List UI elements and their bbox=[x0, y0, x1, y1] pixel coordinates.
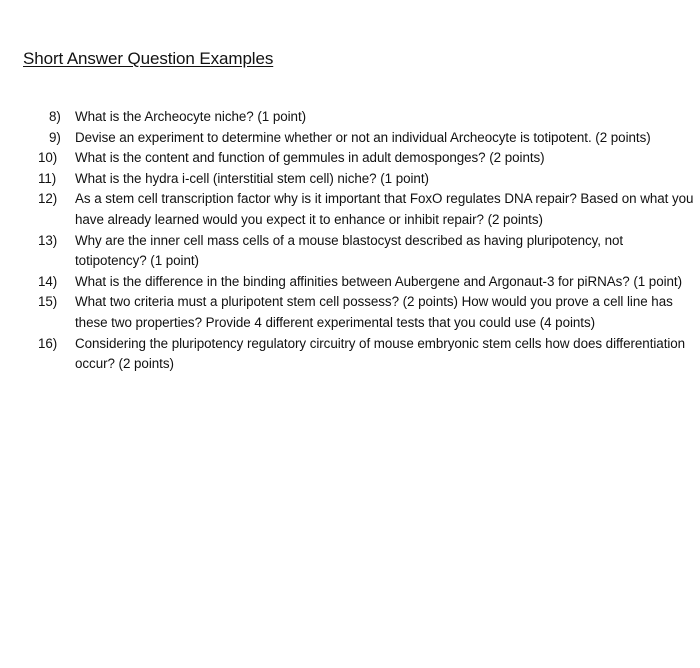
page-title: Short Answer Question Examples bbox=[23, 49, 274, 68]
question-list bbox=[38, 107, 696, 375]
question-text: Why are the inner cell mass cells of a mouse blastocyst described as having pluripotency, not totipotency? (1 point) bbox=[75, 232, 624, 269]
question-item bbox=[38, 169, 696, 190]
question-number: 12) bbox=[38, 191, 58, 207]
question-number: 8) bbox=[49, 109, 61, 124]
question-item bbox=[38, 334, 696, 375]
question-item bbox=[38, 148, 696, 169]
question-item bbox=[38, 272, 696, 293]
question-number: 10) bbox=[38, 150, 58, 166]
question-text: Devise an experiment to determine whether or not an individual Archeocyte is totipotent. (2 points) bbox=[75, 129, 651, 145]
question-text: What is the difference in the binding affinities between Aubergene and Argonaut-3 for piRNAs? (1 point) bbox=[75, 273, 682, 289]
question-item bbox=[38, 189, 696, 230]
question-text: Considering the pluripotency regulatory circuitry of mouse embryonic stem cells how does differentiation occur? (2 points) bbox=[75, 335, 686, 372]
question-text: What is the hydra i-cell (interstitial stem cell) niche? (1 point) bbox=[75, 170, 429, 186]
question-text: What is the content and function of gemmules in adult demosponges? (2 points) bbox=[75, 150, 545, 166]
question-item bbox=[38, 292, 696, 333]
question-item bbox=[38, 107, 696, 128]
question-item bbox=[38, 128, 696, 149]
question-number: 11) bbox=[38, 170, 57, 186]
question-number: 16) bbox=[38, 335, 58, 351]
question-item bbox=[38, 231, 696, 272]
question-number: 13) bbox=[38, 232, 58, 248]
question-text: What is the Archeocyte niche? (1 point) bbox=[75, 109, 307, 124]
question-text: As a stem cell transcription factor why is it important that FoxO regulates DNA repair? Based on what you have already learned would you expect it to enhance or inhibit repair? (2 points) bbox=[75, 191, 694, 227]
question-text: What two criteria must a pluripotent stem cell possess? (2 points) How would you prove a cell line has these two properties? Provide 4 different experimental tests that you could use (4 points) bbox=[75, 294, 673, 330]
question-number: 14) bbox=[38, 273, 58, 289]
question-number: 15) bbox=[38, 294, 58, 310]
question-number: 9) bbox=[49, 129, 61, 145]
